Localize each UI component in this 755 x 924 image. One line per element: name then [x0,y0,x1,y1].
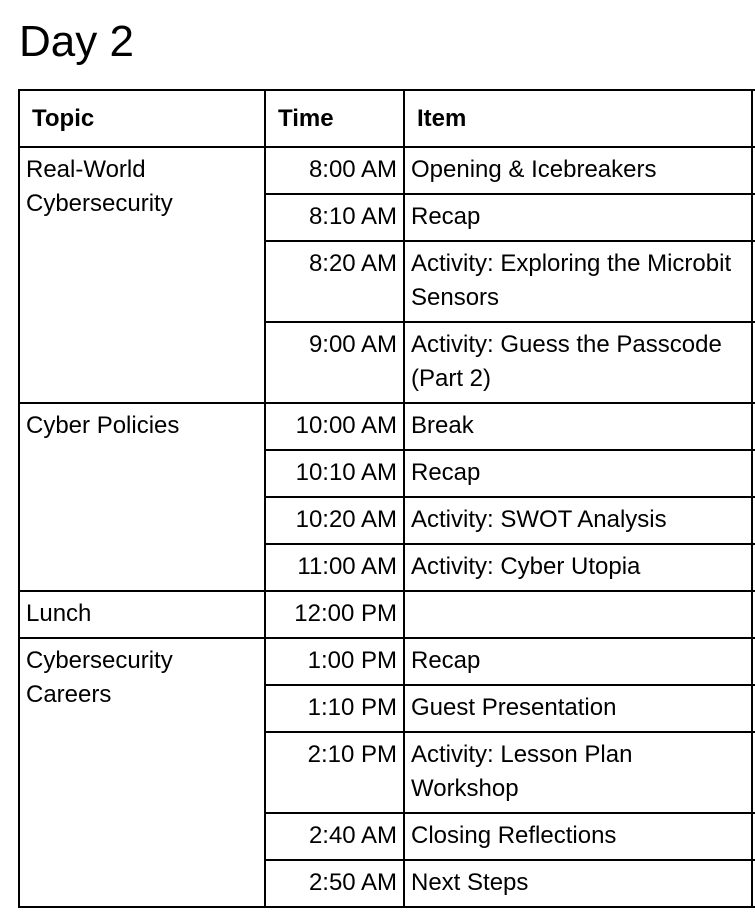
topic-cell: Real-World Cybersecurity [19,147,265,403]
time-cell: 8:20 AM [265,241,404,322]
page-title: Day 2 [19,17,134,66]
item-cell [404,591,752,638]
header-topic: Topic [19,90,265,147]
item-cell: Activity: Exploring the Microbit Sensors [404,241,752,322]
schedule-body [19,147,755,907]
time-cell: 8:00 AM [265,147,404,194]
item-cell: Recap [404,450,752,497]
item-cell: Guest Presentation [404,685,752,732]
item-cell: Activity: Cyber Utopia [404,544,752,591]
time-cell: 8:10 AM [265,194,404,241]
item-cell: Recap [404,638,752,685]
time-cell: 10:00 AM [265,403,404,450]
item-cell: Activity: Guess the Passcode (Part 2) [404,322,752,403]
time-cell: 2:10 PM [265,732,404,813]
time-cell: 2:40 AM [265,813,404,860]
time-cell: 1:10 PM [265,685,404,732]
table-row [19,403,755,450]
header-time: Time [265,90,404,147]
time-cell: 2:50 AM [265,860,404,907]
table-row [19,591,755,638]
time-cell: 11:00 AM [265,544,404,591]
item-cell: Activity: SWOT Analysis [404,497,752,544]
item-cell: Opening & Icebreakers [404,147,752,194]
item-cell: Next Steps [404,860,752,907]
time-cell: 9:00 AM [265,322,404,403]
item-cell: Closing Reflections [404,813,752,860]
table-row [19,638,755,685]
schedule-table [18,89,755,908]
time-cell: 1:00 PM [265,638,404,685]
time-cell: 10:10 AM [265,450,404,497]
item-cell: Break [404,403,752,450]
header-row [19,90,755,147]
item-cell: Activity: Lesson Plan Workshop [404,732,752,813]
table-row [19,147,755,194]
time-cell: 12:00 PM [265,591,404,638]
time-cell: 10:20 AM [265,497,404,544]
topic-cell: Cybersecurity Careers [19,638,265,907]
topic-cell: Cyber Policies [19,403,265,591]
header-item: Item [404,90,752,147]
topic-cell: Lunch [19,591,265,638]
item-cell: Recap [404,194,752,241]
